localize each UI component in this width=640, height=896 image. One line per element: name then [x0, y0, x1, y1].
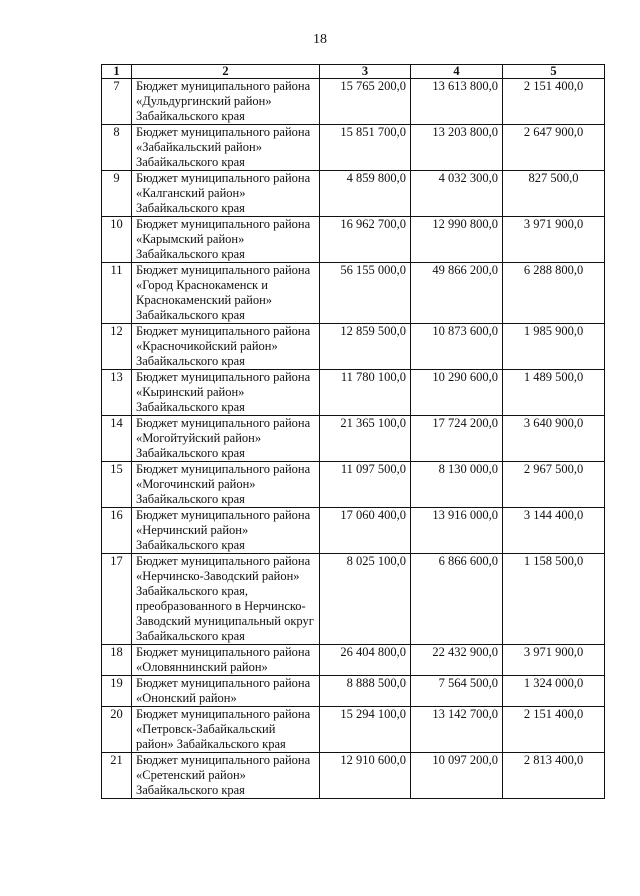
column-header: 5 [503, 65, 605, 79]
value-col3-cell: 12 859 500,0 [320, 324, 411, 370]
table-row [102, 324, 605, 370]
row-number-cell: 9 [102, 171, 132, 217]
table-row [102, 125, 605, 171]
row-number-cell: 8 [102, 125, 132, 171]
table-row [102, 462, 605, 508]
row-number-cell: 15 [102, 462, 132, 508]
budget-name-cell: Бюджет муниципального района «Нерчинско-Заводский район» Забайкальского края, преобразованного в Нерчинско-Заводский муниципальный округ Забайкальского края [132, 554, 320, 645]
value-col5-cell: 2 151 400,0 [503, 79, 605, 125]
budget-name-cell: Бюджет муниципального района «Кыринский район» Забайкальского края [132, 370, 320, 416]
row-number-cell: 17 [102, 554, 132, 645]
column-header: 2 [132, 65, 320, 79]
row-number-cell: 11 [102, 263, 132, 324]
value-col3-cell: 8 025 100,0 [320, 554, 411, 645]
value-col4-cell: 10 873 600,0 [411, 324, 503, 370]
table-row [102, 79, 605, 125]
table-row [102, 370, 605, 416]
table-row [102, 554, 605, 645]
value-col4-cell: 8 130 000,0 [411, 462, 503, 508]
column-header: 4 [411, 65, 503, 79]
value-col3-cell: 21 365 100,0 [320, 416, 411, 462]
value-col5-cell: 2 813 400,0 [503, 753, 605, 799]
budget-name-cell: Бюджет муниципального района «Ононский район» [132, 676, 320, 707]
value-col5-cell: 3 144 400,0 [503, 508, 605, 554]
budget-name-cell: Бюджет муниципального района «Сретенский район» Забайкальского края [132, 753, 320, 799]
value-col4-cell: 10 290 600,0 [411, 370, 503, 416]
value-col3-cell: 56 155 000,0 [320, 263, 411, 324]
table-row [102, 645, 605, 676]
table-row [102, 217, 605, 263]
table-row [102, 508, 605, 554]
row-number-cell: 14 [102, 416, 132, 462]
budget-name-cell: Бюджет муниципального района «Могочинский район» Забайкальского края [132, 462, 320, 508]
value-col5-cell: 2 967 500,0 [503, 462, 605, 508]
value-col4-cell: 10 097 200,0 [411, 753, 503, 799]
table-row [102, 171, 605, 217]
value-col5-cell: 1 489 500,0 [503, 370, 605, 416]
column-header: 3 [320, 65, 411, 79]
table-row [102, 707, 605, 753]
value-col4-cell: 13 613 800,0 [411, 79, 503, 125]
row-number-cell: 16 [102, 508, 132, 554]
value-col4-cell: 49 866 200,0 [411, 263, 503, 324]
value-col3-cell: 26 404 800,0 [320, 645, 411, 676]
value-col4-cell: 17 724 200,0 [411, 416, 503, 462]
value-col3-cell: 4 859 800,0 [320, 171, 411, 217]
budget-name-cell: Бюджет муниципального района «Красночикойский район» Забайкальского края [132, 324, 320, 370]
column-header: 1 [102, 65, 132, 79]
value-col4-cell: 13 142 700,0 [411, 707, 503, 753]
budget-name-cell: Бюджет муниципального района «Дульдургинский район» Забайкальского края [132, 79, 320, 125]
value-col3-cell: 8 888 500,0 [320, 676, 411, 707]
table-row [102, 263, 605, 324]
value-col4-cell: 7 564 500,0 [411, 676, 503, 707]
value-col5-cell: 827 500,0 [503, 171, 605, 217]
value-col5-cell: 3 971 900,0 [503, 645, 605, 676]
value-col4-cell: 13 916 000,0 [411, 508, 503, 554]
budget-name-cell: Бюджет муниципального района «Могойтуйский район» Забайкальского края [132, 416, 320, 462]
value-col4-cell: 13 203 800,0 [411, 125, 503, 171]
value-col4-cell: 22 432 900,0 [411, 645, 503, 676]
value-col3-cell: 15 294 100,0 [320, 707, 411, 753]
budget-name-cell: Бюджет муниципального района «Калганский район» Забайкальского края [132, 171, 320, 217]
value-col3-cell: 16 962 700,0 [320, 217, 411, 263]
value-col3-cell: 15 765 200,0 [320, 79, 411, 125]
value-col5-cell: 1 324 000,0 [503, 676, 605, 707]
row-number-cell: 20 [102, 707, 132, 753]
value-col3-cell: 12 910 600,0 [320, 753, 411, 799]
budget-name-cell: Бюджет муниципального района «Забайкальский район» Забайкальского края [132, 125, 320, 171]
value-col4-cell: 4 032 300,0 [411, 171, 503, 217]
value-col5-cell: 6 288 800,0 [503, 263, 605, 324]
value-col5-cell: 1 985 900,0 [503, 324, 605, 370]
value-col3-cell: 11 780 100,0 [320, 370, 411, 416]
value-col5-cell: 2 151 400,0 [503, 707, 605, 753]
value-col5-cell: 3 971 900,0 [503, 217, 605, 263]
value-col4-cell: 6 866 600,0 [411, 554, 503, 645]
budget-name-cell: Бюджет муниципального района «Карымский район» Забайкальского края [132, 217, 320, 263]
budget-name-cell: Бюджет муниципального района «Нерчинский район» Забайкальского края [132, 508, 320, 554]
page-number: 18 [313, 32, 327, 47]
budget-name-cell: Бюджет муниципального района «Оловяннинский район» [132, 645, 320, 676]
value-col3-cell: 11 097 500,0 [320, 462, 411, 508]
value-col5-cell: 1 158 500,0 [503, 554, 605, 645]
budget-name-cell: Бюджет муниципального района «Город Краснокаменск и Краснокаменский район» Забайкальского края [132, 263, 320, 324]
row-number-cell: 7 [102, 79, 132, 125]
row-number-cell: 18 [102, 645, 132, 676]
table-header-row [102, 65, 605, 79]
value-col3-cell: 15 851 700,0 [320, 125, 411, 171]
row-number-cell: 21 [102, 753, 132, 799]
table-row [102, 416, 605, 462]
row-number-cell: 13 [102, 370, 132, 416]
table-row [102, 753, 605, 799]
value-col5-cell: 3 640 900,0 [503, 416, 605, 462]
value-col5-cell: 2 647 900,0 [503, 125, 605, 171]
row-number-cell: 19 [102, 676, 132, 707]
row-number-cell: 10 [102, 217, 132, 263]
budget-name-cell: Бюджет муниципального района «Петровск-Забайкальский район» Забайкальского края [132, 707, 320, 753]
row-number-cell: 12 [102, 324, 132, 370]
budget-table [101, 64, 605, 799]
value-col4-cell: 12 990 800,0 [411, 217, 503, 263]
table-row [102, 676, 605, 707]
value-col3-cell: 17 060 400,0 [320, 508, 411, 554]
